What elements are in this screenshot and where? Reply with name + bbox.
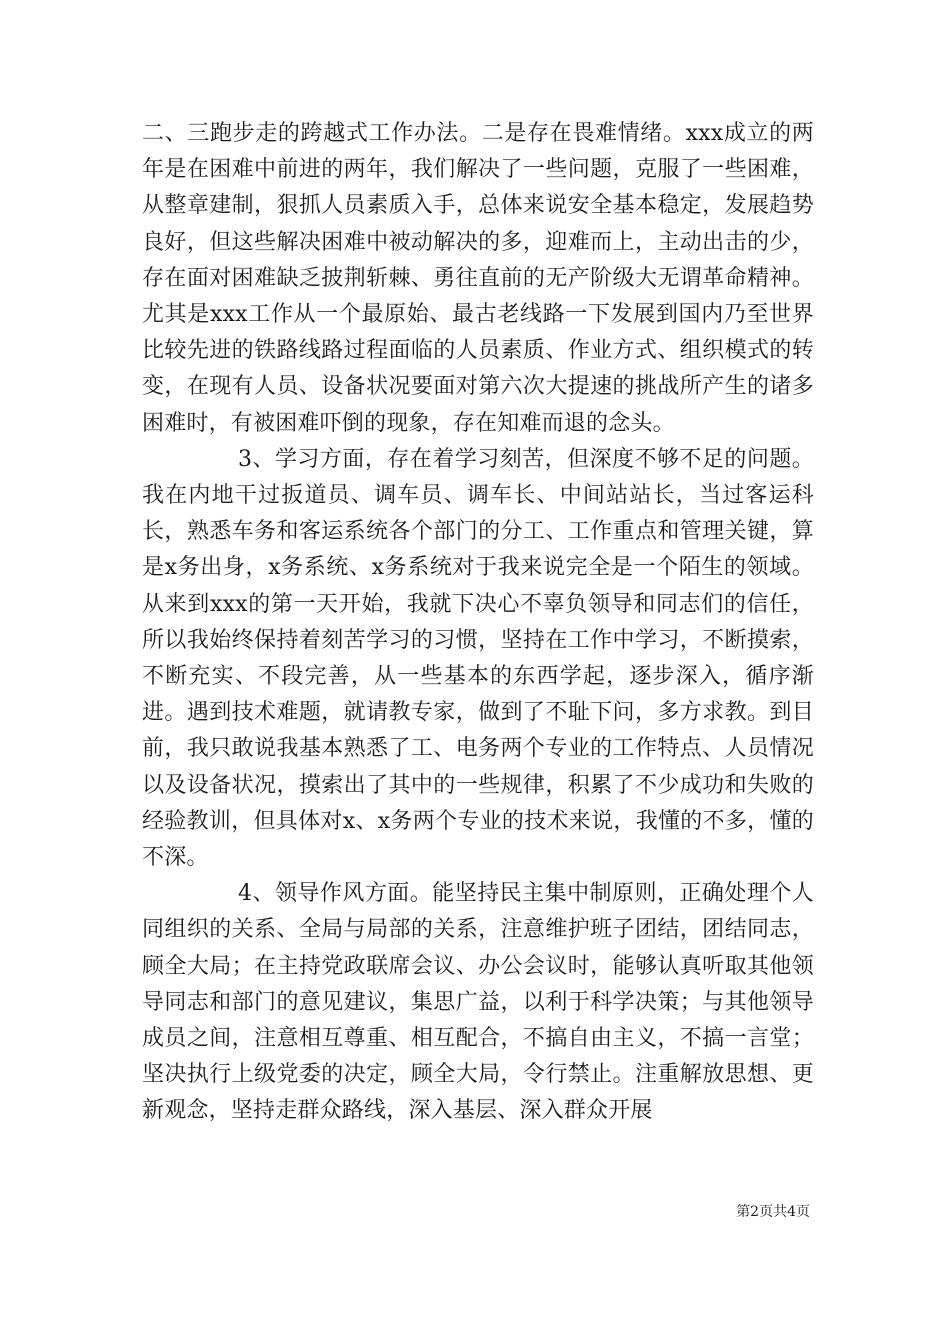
paragraph-1: 二、三跑步走的跨越式工作办法。二是存在畏难情绪。xxx成立的两年是在困难中前进的两年，我们解决了一些问题，克服了一些困难，从整章建制，狠抓人员素质入手，总体来说安全基本稳定，发展趋势良好，但这些解决困难中被动解决的多，迎难而上，主动出击的少，存在面对困难缺乏披荆斩棘、勇往直前的无产阶级大无谓革命精神。尤其是xxx工作从一个最原始、最古老线路一下发展到国内乃至世界比较先进的铁路线路过程面临的人员素质、作业方式、组织模式的转变，在现有人员、设备状况要面对第六次大提速的挑战所产生的诸多困难时，有被困难吓倒的现象，存在知难而退的念头。 bbox=[142, 121, 814, 436]
paragraph-3: 4、领导作风方面。能坚持民主集中制原则，正确处理个人同组织的关系、全局与局部的关系，注意维护班子团结，团结同志，顾全大局；在主持党政联席会议、办公会议时，能够认真听取其他领导同志和部门的意见建议，集思广益，以利于科学决策；与其他领导成员之间，注意相互尊重、相互配合，不搞自由主义，不搞一言堂；坚决执行上级党委的决定，顾全大局，令行禁止。注重解放思想、更新观念，坚持走群众路线，深入基层、深入群众开展 bbox=[142, 881, 814, 1124]
page-number-footer: 第2页共4页 bbox=[736, 1204, 810, 1220]
paragraph-2: 3、学习方面，存在着学习刻苦，但深度不够不足的问题。我在内地干过扳道员、调车员、调车长、中间站站长，当过客运科长，熟悉车务和客运系统各个部门的分工、工作重点和管理关键，算是x务出身，x务系统、x务系统对于我来说完全是一个陌生的领域。从来到xxx的第一天开始，我就下决心不辜负领导和同志们的信任，所以我始终保持着刻苦学习的习惯，坚持在工作中学习，不断摸索，不断充实、不段完善，从一些基本的东西学起，逐步深入，循序渐进。遇到技术难题，就请教专家，做到了不耻下问，多方求教。到目前，我只敢说我基本熟悉了工、电务两个专业的工作特点、人员情况以及设备状况，摸索出了其中的一些规律，积累了不少成功和失败的经验教训，但具体对x、x务两个专业的技术来说，我懂的不多，懂的不深。 bbox=[142, 446, 814, 871]
document-body bbox=[142, 116, 814, 1130]
